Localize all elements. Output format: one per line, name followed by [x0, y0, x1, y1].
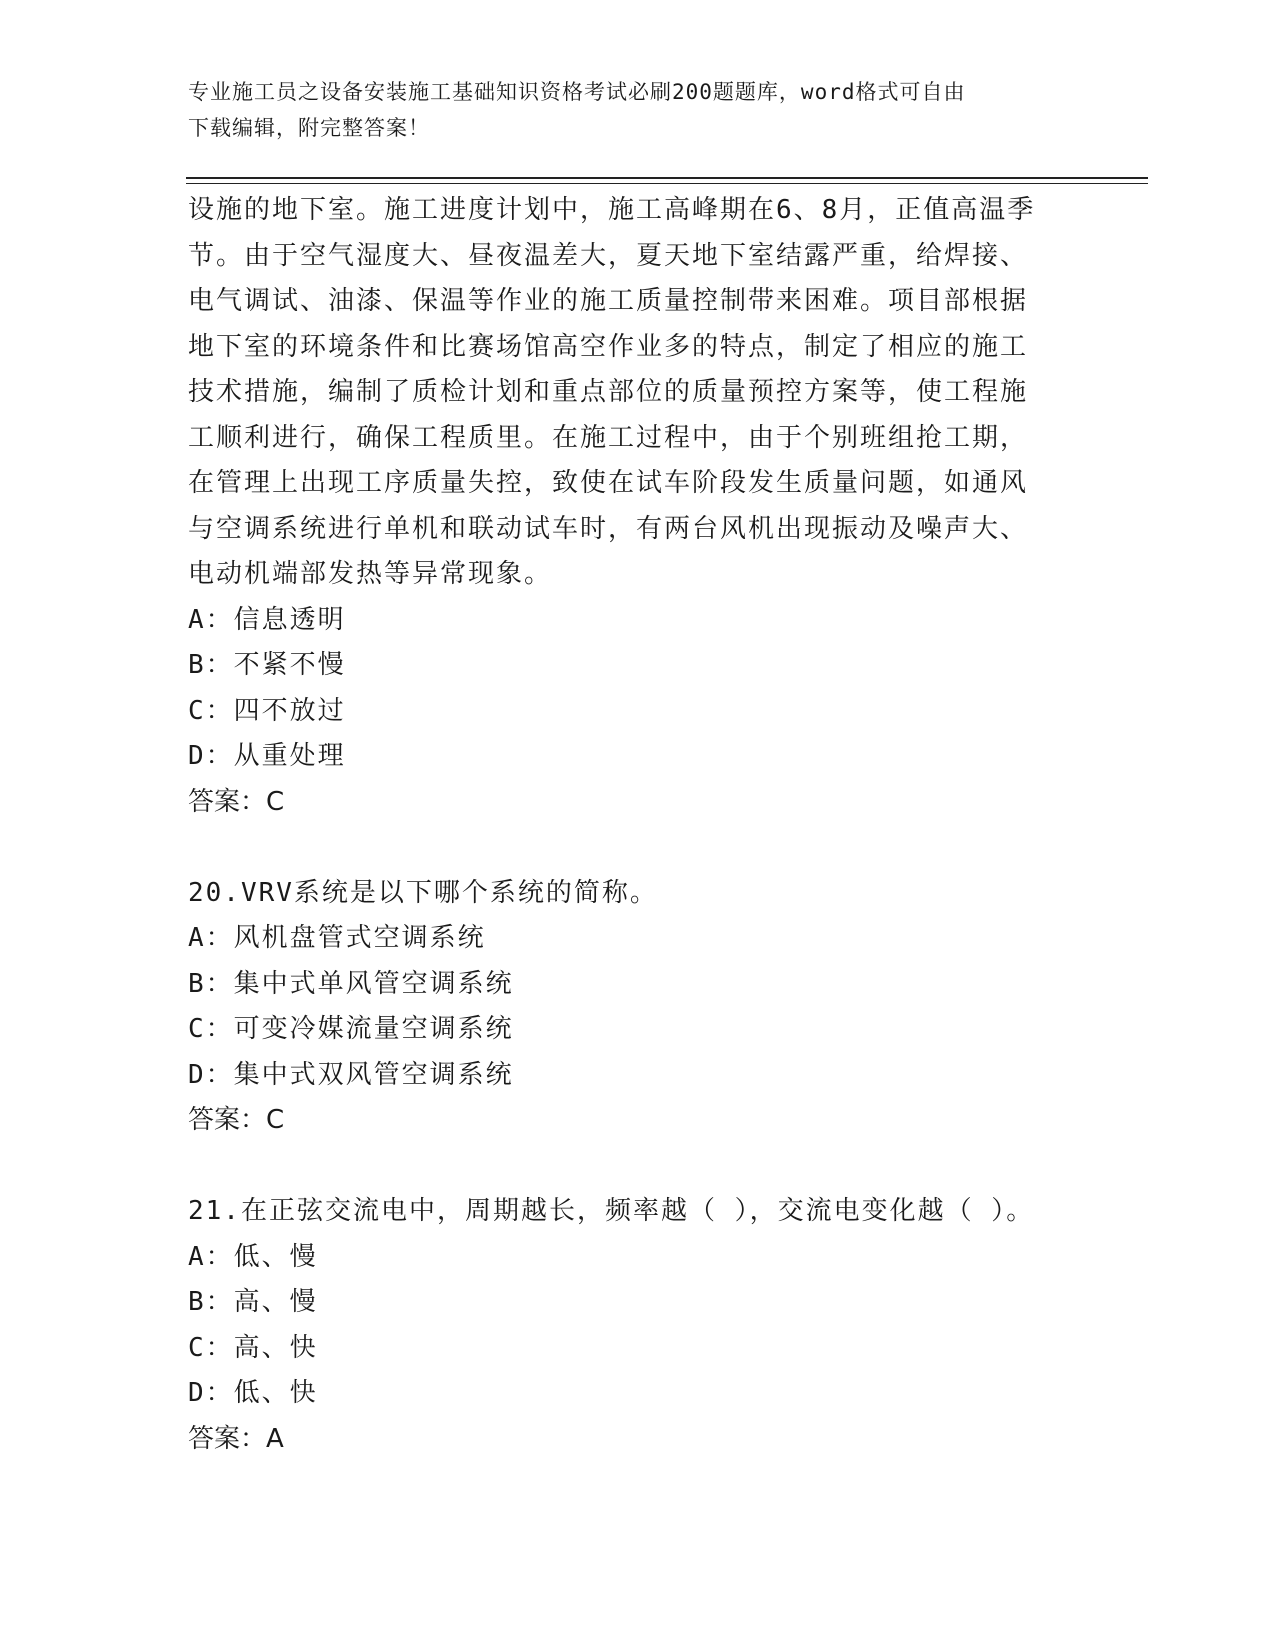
passage-line: 技术措施，编制了质检计划和重点部位的质量预控方案等，使工程施	[188, 377, 1029, 407]
spacer	[188, 825, 1088, 871]
option-b: B：不紧不慢	[188, 650, 346, 680]
option-d: D：从重处理	[188, 741, 346, 771]
question-text: 20.VRV系统是以下哪个系统的简称。	[188, 877, 658, 908]
document-body	[188, 188, 1088, 1462]
passage-line: 电气调试、油漆、保温等作业的施工质量控制带来困难。项目部根据	[188, 286, 1029, 316]
header-line-1: 专业施工员之设备安装施工基础知识资格考试必刷200题题库，word格式可自由	[188, 80, 966, 104]
question-text: 21.在正弦交流电中，周期越长，频率越（ ），交流电变化越（ ）。	[188, 1196, 1035, 1226]
option-b: B：集中式单风管空调系统	[188, 968, 514, 999]
passage-line: 在管理上出现工序质量失控，致使在试车阶段发生质量问题，如通风	[188, 468, 1029, 498]
option-d: D：集中式双风管空调系统	[188, 1059, 514, 1090]
option-a: A：风机盘管式空调系统	[188, 923, 486, 953]
question-20	[188, 871, 1088, 1144]
passage-line: 工顺利进行，确保工程质里。在施工过程中，由于个别班组抢工期，	[188, 422, 1029, 453]
passage-line: 与空调系统进行单机和联动试车时，有两台风机出现振动及噪声大、	[188, 513, 1029, 544]
option-b: B：高、慢	[188, 1287, 318, 1317]
header-divider-thin	[186, 183, 1148, 184]
option-d: D：低、快	[188, 1378, 318, 1408]
question-19	[188, 188, 1088, 825]
passage-line: 节。由于空气湿度大、昼夜温差大，夏天地下室结露严重，给焊接、	[188, 240, 1029, 271]
answer: 答案：C	[188, 1105, 285, 1135]
passage-line: 设施的地下室。施工进度计划中，施工高峰期在6、8月，正值高温季	[188, 195, 1036, 225]
option-c: C：可变冷媒流量空调系统	[188, 1014, 514, 1044]
answer: 答案：C	[188, 786, 285, 817]
question-21	[188, 1189, 1088, 1462]
passage-line: 电动机端部发热等异常现象。	[188, 559, 553, 589]
option-a: A：信息透明	[188, 604, 346, 635]
answer: 答案：A	[188, 1423, 284, 1454]
page-header	[188, 74, 1088, 146]
header-divider-thick	[186, 177, 1148, 179]
option-c: C：高、快	[188, 1332, 318, 1363]
option-c: C：四不放过	[188, 695, 346, 726]
spacer	[188, 1144, 1088, 1190]
option-a: A：低、慢	[188, 1241, 318, 1272]
header-line-2: 下载编辑，附完整答案！	[188, 116, 430, 140]
passage-line: 地下室的环境条件和比赛场馆高空作业多的特点，制定了相应的施工	[188, 331, 1029, 362]
